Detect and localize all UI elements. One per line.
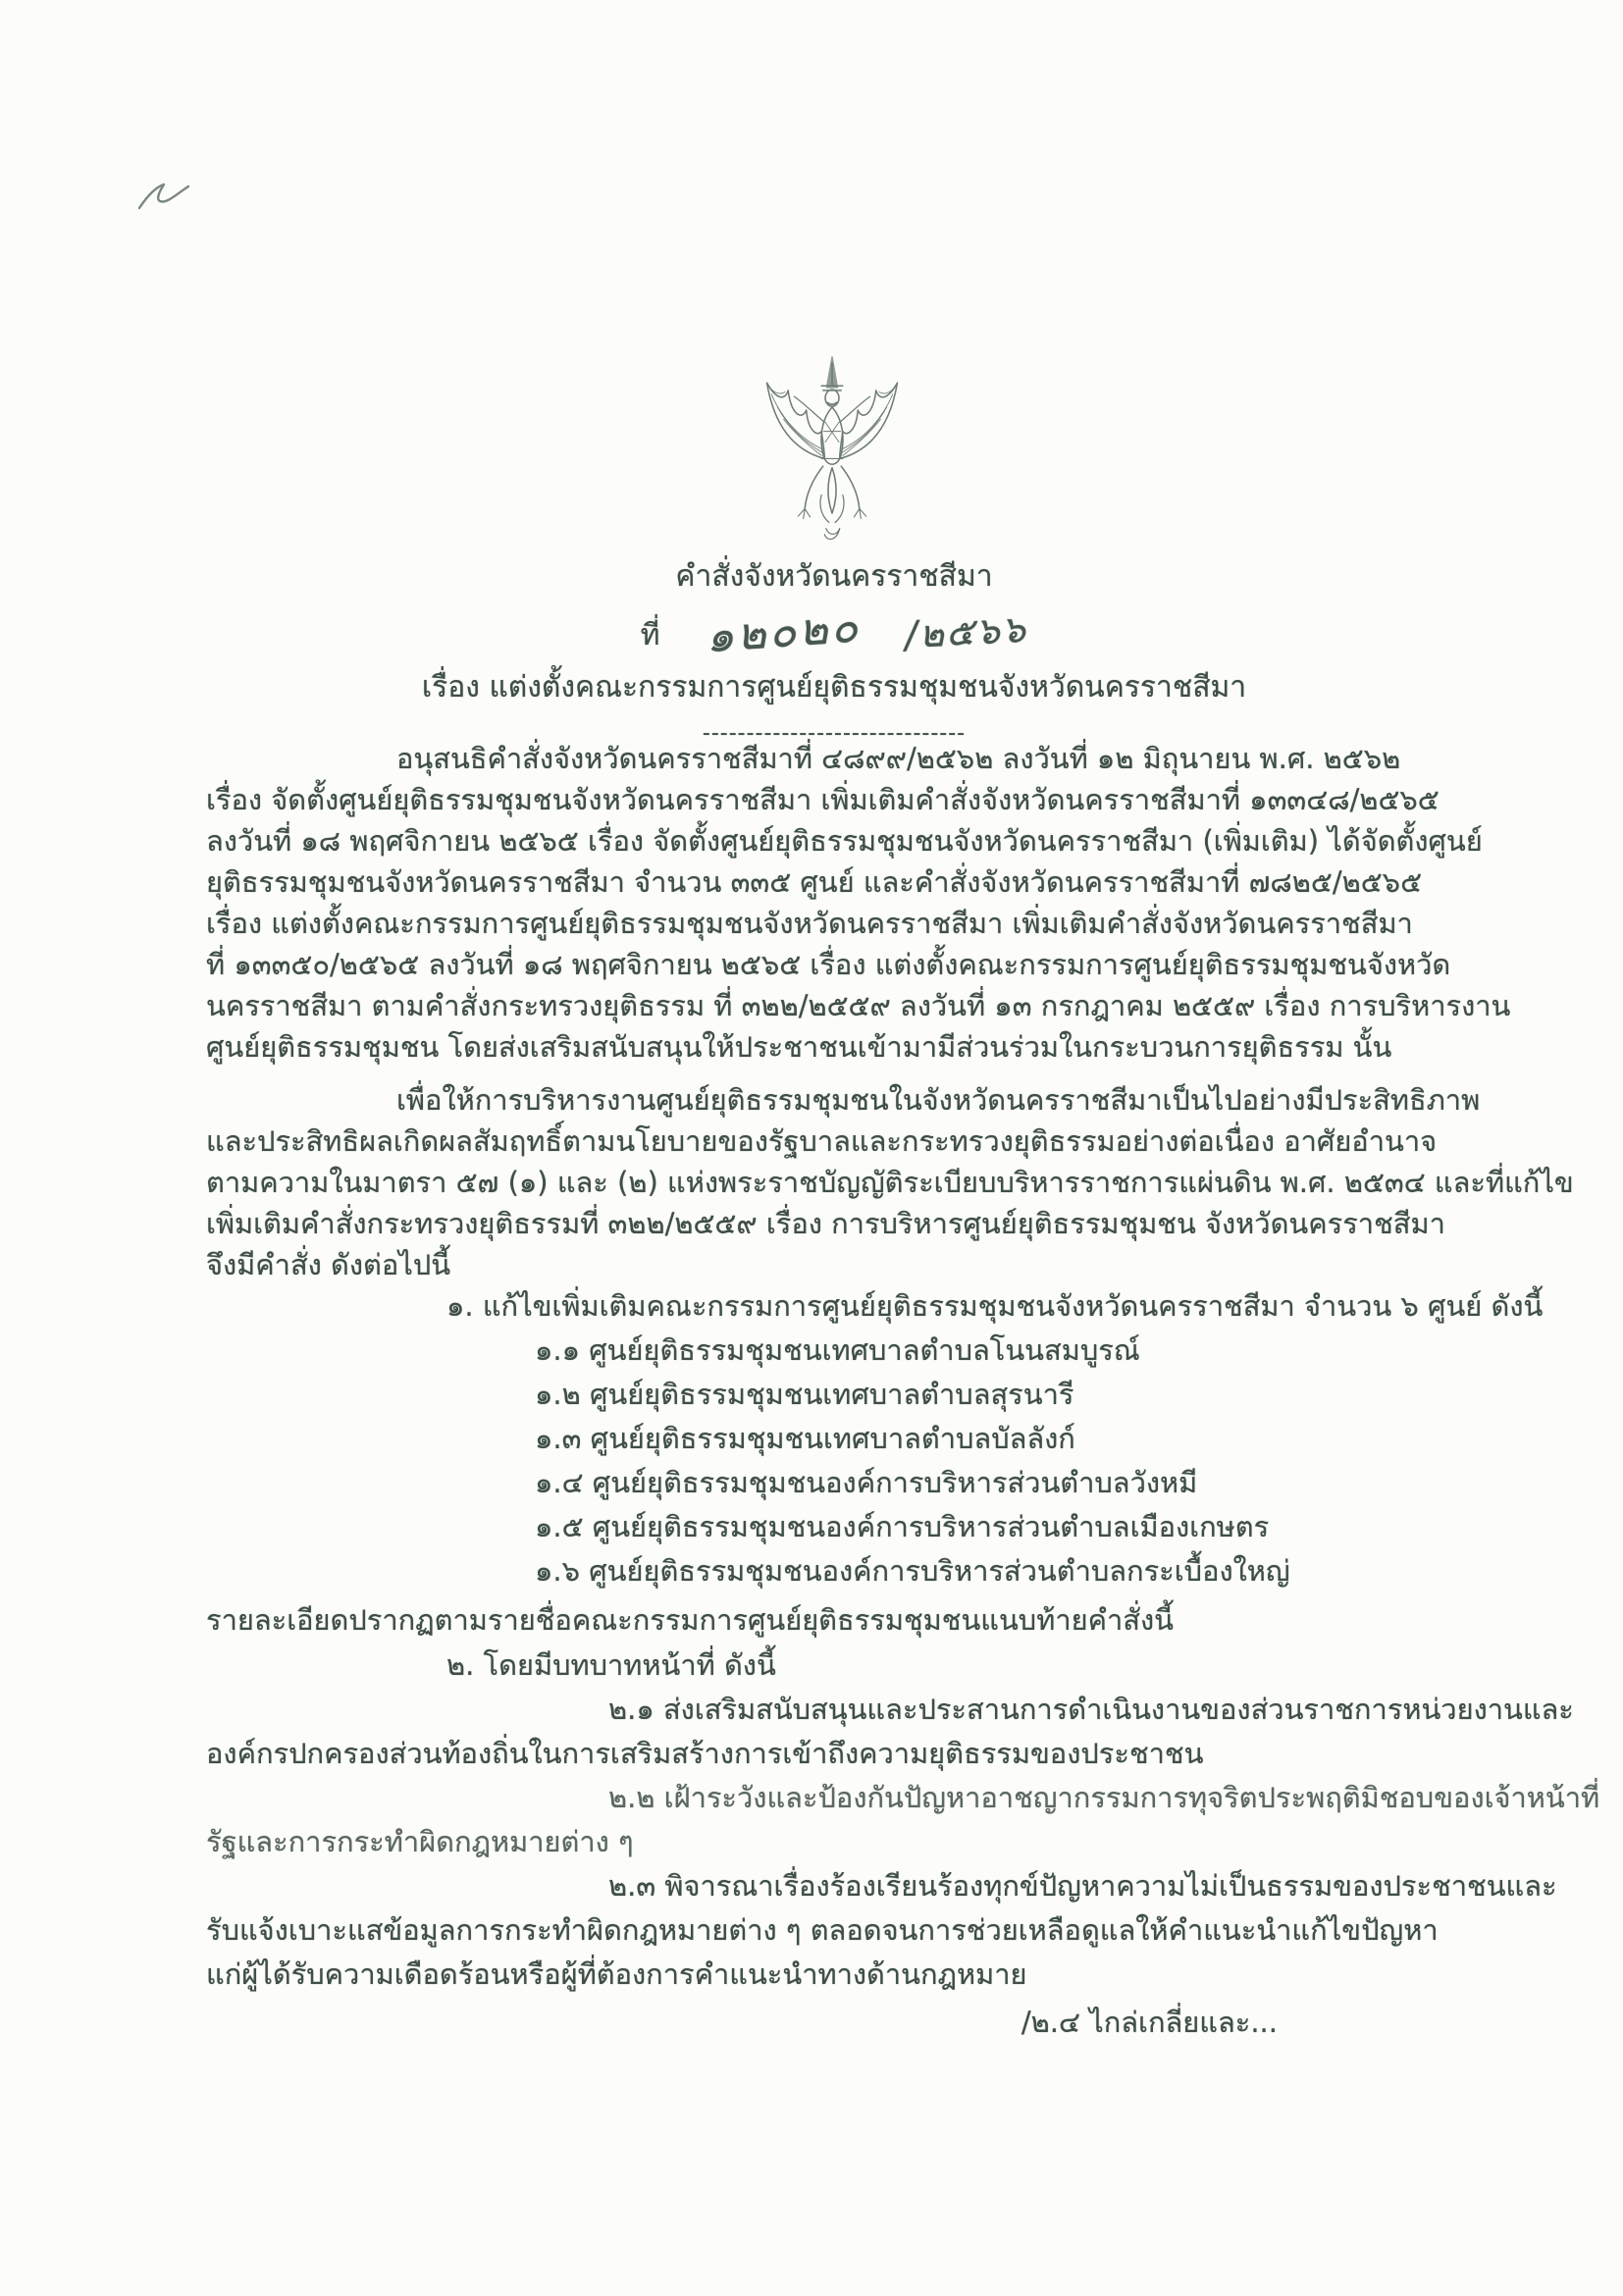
list-item: ๒.๓ พิจารณาเรื่องร้องเรียนร้องทุกข์ปัญหาความไม่เป็นธรรมของประชาชนและ [608, 1869, 1557, 1903]
paragraph-line: ลงวันที่ ๑๘ พฤศจิกายน ๒๕๖๕ เรื่อง จัดตั้งศูนย์ยุติธรรมชุมชนจังหวัดนครราชสีมา (เพิ่มเติม) ได้จัดตั้งศูนย์ [206, 824, 1483, 858]
list-item: แก่ผู้ได้รับความเดือดร้อนหรือผู้ที่ต้องการคำแนะนำทางด้านกฎหมาย [206, 1957, 1027, 1991]
list-item: ๒.๒ เฝ้าระวังและป้องกันปัญหาอาชญากรรมการทุจริตประพฤติมิชอบของเจ้าหน้าที่ [608, 1781, 1600, 1814]
paragraph-line: ที่ ๑๓๓๕๐/๒๕๖๕ ลงวันที่ ๑๘ พฤศจิกายน ๒๕๖๕ เรื่อง แต่งตั้งคณะกรรมการศูนย์ยุติธรรมชุมชนจังหวัด [206, 948, 1451, 981]
list-item: องค์กรปกครองส่วนท้องถิ่นในการเสริมสร้างการเข้าถึงความยุติธรรมของประชาชน [206, 1737, 1204, 1770]
order-title: คำสั่งจังหวัดนครราชสีมา [675, 559, 993, 594]
paragraph-line: เรื่อง แต่งตั้งคณะกรรมการศูนย์ยุติธรรมชุมชนจังหวัดนครราชสีมา เพิ่มเติมคำสั่งจังหวัดนครราชสีมา [206, 907, 1413, 940]
order-number-line [226, 602, 1442, 663]
list-item: ๑.๓ ศูนย์ยุติธรรมชุมชนเทศบาลตำบลบัลลังก์ [535, 1422, 1075, 1455]
list-item: ๑.๑ ศูนย์ยุติธรรมชุมชนเทศบาลตำบลโนนสมบูรณ์ [535, 1333, 1140, 1367]
paragraph-line: เรื่อง จัดตั้งศูนย์ยุติธรรมชุมชนจังหวัดนครราชสีมา เพิ่มเติมคำสั่งจังหวัดนครราชสีมาที่ ๑๓๓๔๘/๒๕๖๕ [206, 783, 1440, 816]
paragraph-line: และประสิทธิผลเกิดผลสัมฤทธิ์ตามนโยบายของรัฐบาลและกระทรวงยุติธรรมอย่างต่อเนื่อง อาศัยอำนาจ [206, 1124, 1438, 1158]
paragraph-line: ศูนย์ยุติธรรมชุมชน โดยส่งเสริมสนับสนุนให้ประชาชนเข้ามามีส่วนร่วมในกระบวนการยุติธรรม นั้น [206, 1030, 1392, 1064]
annex-note: รายละเอียดปรากฏตามรายชื่อคณะกรรมการศูนย์ยุติธรรมชุมชนแนบท้ายคำสั่งนี้ [206, 1603, 1174, 1637]
paragraph-line: นครราชสีมา ตามคำสั่งกระทรวงยุติธรรม ที่ ๓๒๒/๒๕๕๙ ลงวันที่ ๑๓ กรกฎาคม ๒๕๕๙ เรื่อง การบริหารงาน [206, 989, 1511, 1022]
paragraph-line: เพิ่มเติมคำสั่งกระทรวงยุติธรรมที่ ๓๒๒/๒๕๕๙ เรื่อง การบริหารศูนย์ยุติธรรมชุมชน จังหวัดนครราชสีมา [206, 1207, 1445, 1240]
handwritten-order-number: ๑๒๐๒๐ [703, 600, 863, 663]
pen-mark-icon [133, 177, 196, 220]
list-item: ๑.๖ ศูนย์ยุติธรรมชุมชนองค์การบริหารส่วนตำบลกระเบื้องใหญ่ [535, 1554, 1290, 1588]
list-item: ๑.๕ ศูนย์ยุติธรรมชุมชนองค์การบริหารส่วนตำบลเมืองเกษตร [535, 1510, 1270, 1543]
order-number-prefix: ที่ [640, 618, 660, 652]
list-item: รับแจ้งเบาะแสข้อมูลการกระทำผิดกฎหมายต่าง ๆ ตลอดจนการช่วยเหลือดูแลให้คำแนะนำแก้ไขปัญหา [206, 1913, 1439, 1947]
handwritten-order-year: /๒๕๖๖ [904, 606, 1029, 657]
clause-1 [206, 1283, 1544, 1593]
list-item: ๑.๒ ศูนย์ยุติธรรมชุมชนเทศบาลตำบลสุรนารี [535, 1378, 1074, 1411]
paragraph-line: อนุสนธิคำสั่งจังหวัดนครราชสีมาที่ ๔๘๙๙/๒๕๖๒ ลงวันที่ ๑๒ มิถุนายน พ.ศ. ๒๕๖๒ [396, 742, 1401, 775]
paragraph-2 [206, 1079, 1574, 1285]
clause-1-header: ๑. แก้ไขเพิ่มเติมคณะกรรมการศูนย์ยุติธรรมชุมชนจังหวัดนครราชสีมา จำนวน ๖ ศูนย์ ดังนี้ [446, 1289, 1544, 1323]
paragraph-line: ยุติธรรมชุมชนจังหวัดนครราชสีมา จำนวน ๓๓๕ ศูนย์ และคำสั่งจังหวัดนครราชสีมาที่ ๗๘๒๕/๒๕๖๕ [206, 865, 1423, 899]
list-item: ๑.๔ ศูนย์ยุติธรรมชุมชนองค์การบริหารส่วนตำบลวังหมี [535, 1466, 1198, 1499]
document-header [226, 557, 1442, 746]
clause-2 [206, 1597, 1600, 1997]
paragraph-line: ตามความในมาตรา ๕๗ (๑) และ (๒) แห่งพระราชบัญญัติระเบียบบริหารราชการแผ่นดิน พ.ศ. ๒๕๓๔ และที่แก้ไข [206, 1166, 1574, 1199]
list-item: ๒.๑ ส่งเสริมสนับสนุนและประสานการดำเนินงานของส่วนราชการหน่วยงานและ [608, 1693, 1574, 1726]
list-item: รัฐและการกระทำผิดกฎหมายต่าง ๆ [206, 1825, 634, 1858]
page-continuation-note: /๒.๔ ไกล่เกลี่ยและ... [1021, 2006, 1278, 2039]
garuda-emblem [749, 351, 916, 552]
header-divider: ------------------------------ [702, 724, 967, 746]
paragraph-1 [206, 738, 1511, 1068]
clause-2-header: ๒. โดยมีบทบาทหน้าที่ ดังนี้ [446, 1648, 776, 1682]
paragraph-line: จึงมีคำสั่ง ดังต่อไปนี้ [206, 1248, 451, 1281]
paragraph-line: เพื่อให้การบริหารงานศูนย์ยุติธรรมชุมชนในจังหวัดนครราชสีมาเป็นไปอย่างมีประสิทธิภาพ [396, 1083, 1481, 1117]
order-subject: เรื่อง แต่งตั้งคณะกรรมการศูนย์ยุติธรรมชุมชนจังหวัดนครราชสีมา [421, 670, 1247, 704]
